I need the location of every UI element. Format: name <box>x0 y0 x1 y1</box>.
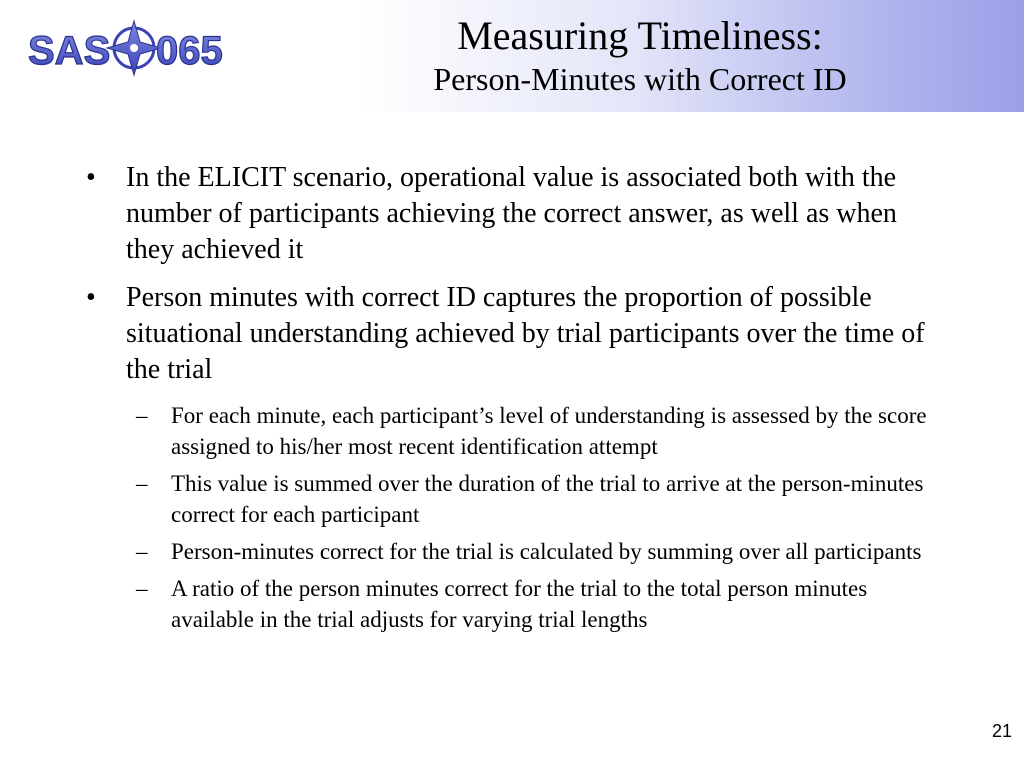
slide-content <box>86 160 946 641</box>
sub-bullet-text: A ratio of the person minutes correct for the trial to the total person minutes available in the trial adjusts for varying trial lengths <box>171 576 868 632</box>
sub-bullet-item <box>86 573 946 635</box>
bullet-dot-icon: • <box>86 282 96 313</box>
title-subtitle: Person-Minutes with Correct ID <box>433 61 847 97</box>
bullet-text: In the ELICIT scenario, operational value is associated both with the number of participants achieving the correct answer, as well as when they achieved it <box>126 162 897 265</box>
logo-text-left: SAS <box>28 29 111 73</box>
sub-bullet-text: This value is summed over the duration of the trial to arrive at the person-minutes correct for each participant <box>171 471 924 527</box>
page-number: 21 <box>991 721 1012 741</box>
dash-icon: – <box>136 471 148 496</box>
sub-bullet-item <box>86 400 946 462</box>
bullet-item <box>86 160 946 268</box>
dash-icon: – <box>136 576 148 601</box>
sub-bullet-item <box>86 468 946 530</box>
sub-bullet-text: For each minute, each participant’s level of understanding is assessed by the score assigned to his/her most recent identification attempt <box>171 403 927 459</box>
bullet-item <box>86 280 946 388</box>
compass-star-icon <box>107 21 161 75</box>
bullet-dot-icon: • <box>86 162 96 193</box>
sub-bullet-item <box>86 536 946 567</box>
slide-title <box>330 12 950 98</box>
title-main: Measuring Timeliness: <box>457 13 823 58</box>
sas-065-logo <box>26 18 230 80</box>
dash-icon: – <box>136 539 148 564</box>
logo-text-right: 065 <box>156 29 223 73</box>
bullet-text: Person minutes with correct ID captures the proportion of possible situational understanding achieved by trial participants over the time of the trial <box>126 282 925 385</box>
sub-bullet-text: Person-minutes correct for the trial is calculated by summing over all participants <box>171 539 922 564</box>
dash-icon: – <box>136 403 148 428</box>
